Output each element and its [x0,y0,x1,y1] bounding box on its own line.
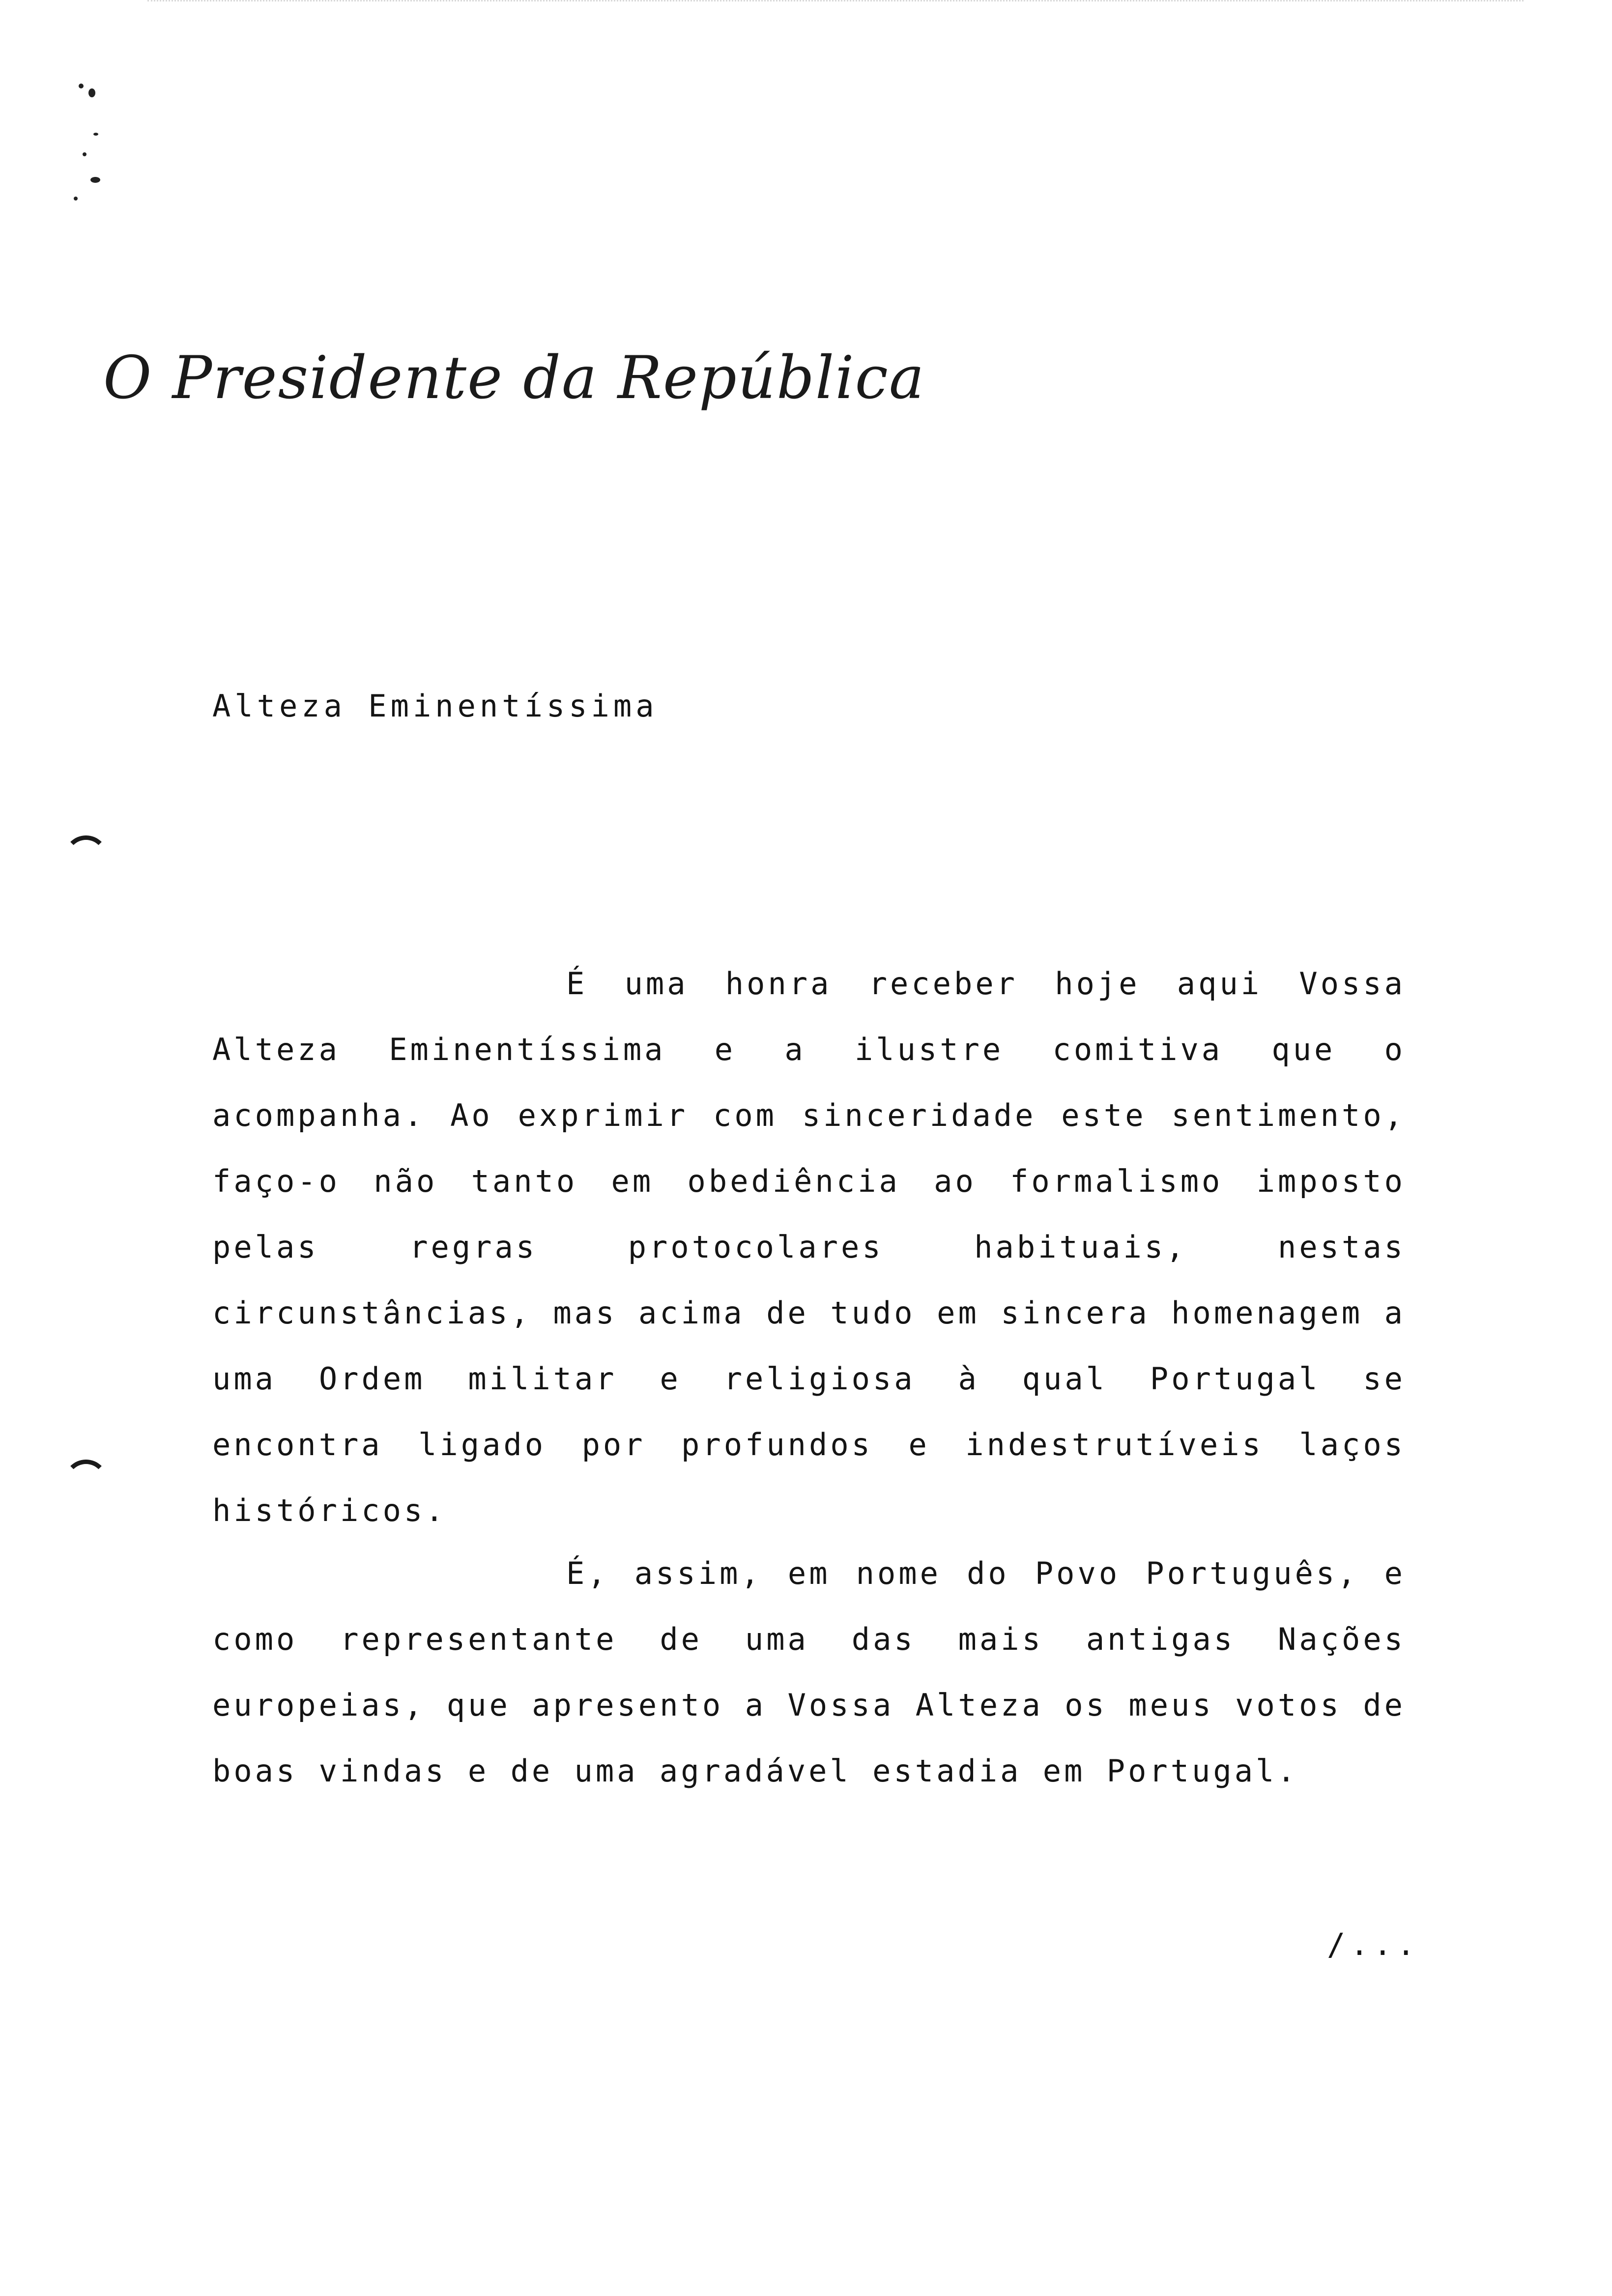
scan-specks [69,74,128,221]
letter-salutation: Alteza Eminentíssima [212,688,658,724]
punch-hole-mark [64,1460,108,1504]
letter-paragraph-1: É uma honra receber hoje aqui Vossa Alteza Eminentíssima e a ilustre comitiva que o acompanha. Ao exprimir com sinceridade este sentimento, faço-o não tanto em obediência ao formalismo imposto pelas regras protocolares habituais, nestas circunstâncias, mas acima de tudo em sincera homenagem a uma Ordem militar e religiosa à qual Portugal se encontra ligado por profundos e indestrutíveis laços históricos. [212,966,1406,1528]
continuation-mark: /... [1327,1926,1420,1962]
scan-artifact-line [147,0,1524,10]
letter-paragraph-2: É, assim, em nome do Povo Português, e como representante de uma das mais antigas Nações europeias, que apresento a Vossa Alteza os meus votos de boas vindas e de uma agradável estadia em Portugal. [212,1555,1406,1789]
punch-hole-mark [64,835,108,880]
letterhead-title: O Presidente da República [103,344,925,412]
